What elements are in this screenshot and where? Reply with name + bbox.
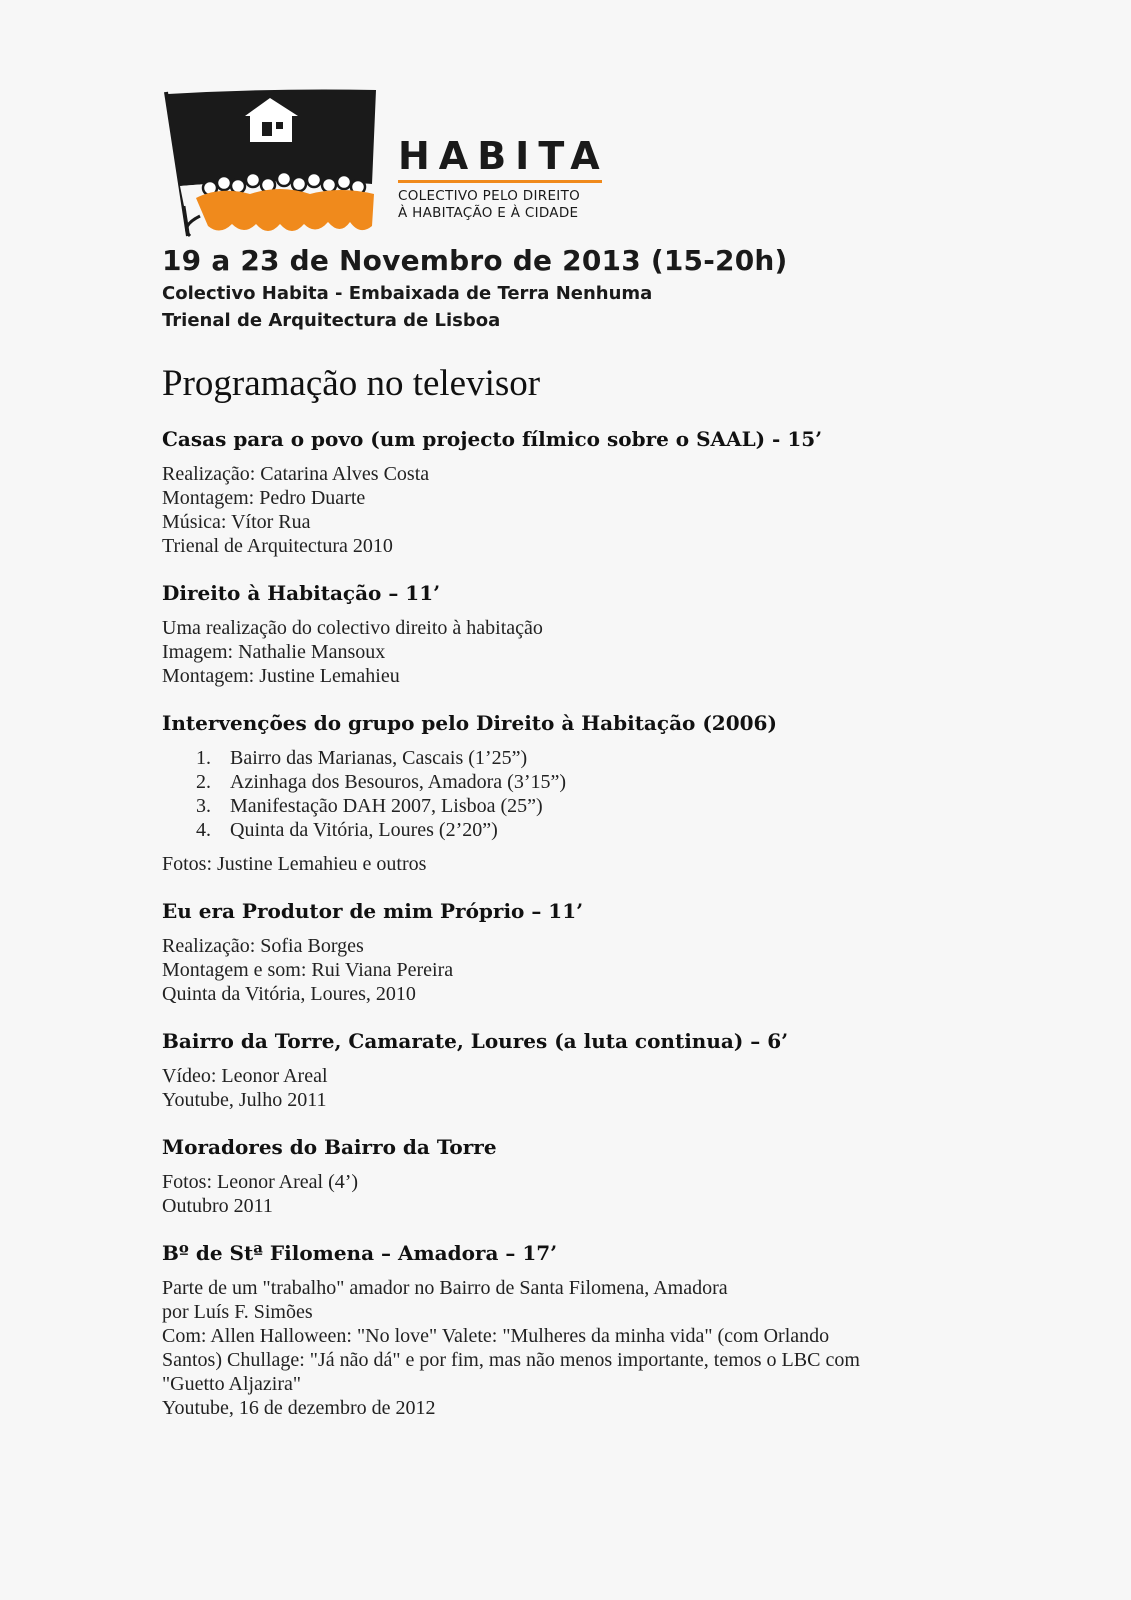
program-item-title: Bº de Stª Filomena – Amadora – 17’ <box>162 1241 558 1265</box>
program-item-detail: por Luís F. Simões <box>162 1301 313 1323</box>
program-item-detail: Outubro 2011 <box>162 1195 273 1217</box>
program-item-detail: Montagem: Pedro Duarte <box>162 487 366 509</box>
logo-text <box>398 136 609 222</box>
program-item-detail: Realização: Sofia Borges <box>162 935 364 957</box>
program-item <box>162 1240 992 1420</box>
program-item-detail: Montagem: Justine Lemahieu <box>162 665 400 687</box>
program-item-detail: Youtube, 16 de dezembro de 2012 <box>162 1397 436 1419</box>
event-venue: Trienal de Arquitectura de Lisboa <box>162 310 501 331</box>
program-item-detail: Uma realização do colectivo direito à habitação <box>162 617 543 639</box>
list-item <box>196 818 992 842</box>
program-item-detail: Quinta da Vitória, Loures, 2010 <box>162 983 416 1005</box>
program-item-title: Intervenções do grupo pelo Direito à Habitação (2006) <box>162 711 777 735</box>
list-item-number: 1. <box>196 747 211 769</box>
program-item-detail: Com: Allen Halloween: "No love" Valete: "Mulheres da minha vida" (com Orlando <box>162 1325 830 1347</box>
program-item-detail: Música: Vítor Rua <box>162 511 311 533</box>
program-item-title: Moradores do Bairro da Torre <box>162 1135 497 1159</box>
list-item-text: Bairro das Marianas, Cascais (1’25”) <box>230 747 528 769</box>
list-item-text: Quinta da Vitória, Loures (2’20”) <box>230 819 498 841</box>
program-item-title: Eu era Produtor de mim Próprio – 11’ <box>162 899 584 923</box>
logo-subtitle-line2: À HABITAÇÃO E À CIDADE <box>398 205 579 221</box>
logo-subtitle-line1: COLECTIVO PELO DIREITO <box>398 188 581 204</box>
program-item-detail: Fotos: Leonor Areal (4’) <box>162 1171 359 1193</box>
program-item-title: Casas para o povo (um projecto fílmico sobre o SAAL) - 15’ <box>162 427 823 451</box>
list-item-text: Azinhaga dos Besouros, Amadora (3’15”) <box>230 771 567 793</box>
program-item <box>162 1028 992 1112</box>
program-item <box>162 580 992 688</box>
logo-rule <box>398 180 602 183</box>
event-organizer: Colectivo Habita - Embaixada de Terra Nenhuma <box>162 283 653 304</box>
habita-flag-logo-icon <box>160 86 390 246</box>
list-item-text: Manifestação DAH 2007, Lisboa (25”) <box>230 795 543 817</box>
program-item <box>162 898 992 1006</box>
program-item <box>162 710 992 876</box>
list-item-number: 2. <box>196 771 211 793</box>
program-item-detail: Realização: Catarina Alves Costa <box>162 463 430 485</box>
program-item-title: Bairro da Torre, Camarate, Loures (a luta continua) – 6’ <box>162 1029 789 1053</box>
program-item-detail: Imagem: Nathalie Mansoux <box>162 641 386 663</box>
program-item-detail: Montagem e som: Rui Viana Pereira <box>162 959 454 981</box>
program-item <box>162 1134 992 1218</box>
list-item <box>196 770 992 794</box>
program-item-detail: Parte de um "trabalho" amador no Bairro de Santa Filomena, Amadora <box>162 1277 728 1299</box>
list-item <box>196 794 992 818</box>
program-item-detail: Trienal de Arquitectura 2010 <box>162 535 393 557</box>
program-list <box>162 426 992 1420</box>
program-item-detail: Youtube, Julho 2011 <box>162 1089 327 1111</box>
program-item-detail: Vídeo: Leonor Areal <box>162 1065 328 1087</box>
habita-logo <box>160 86 620 246</box>
program-item-detail: "Guetto Aljazira" <box>162 1373 302 1395</box>
logo-name: HABITA <box>398 134 609 178</box>
numbered-list <box>196 746 992 842</box>
program-item-title: Direito à Habitação – 11’ <box>162 581 441 605</box>
event-date: 19 a 23 de Novembro de 2013 (15-20h) <box>162 244 788 277</box>
list-item-number: 3. <box>196 795 211 817</box>
program-item-detail: Fotos: Justine Lemahieu e outros <box>162 853 427 875</box>
program-item <box>162 426 992 558</box>
program-item-detail: Santos) Chullage: "Já não dá" e por fim, mas não menos importante, temos o LBC com <box>162 1349 860 1371</box>
list-item-number: 4. <box>196 819 211 841</box>
list-item <box>196 746 992 770</box>
section-title: Programação no televisor <box>162 363 541 404</box>
program-content <box>162 362 992 1442</box>
